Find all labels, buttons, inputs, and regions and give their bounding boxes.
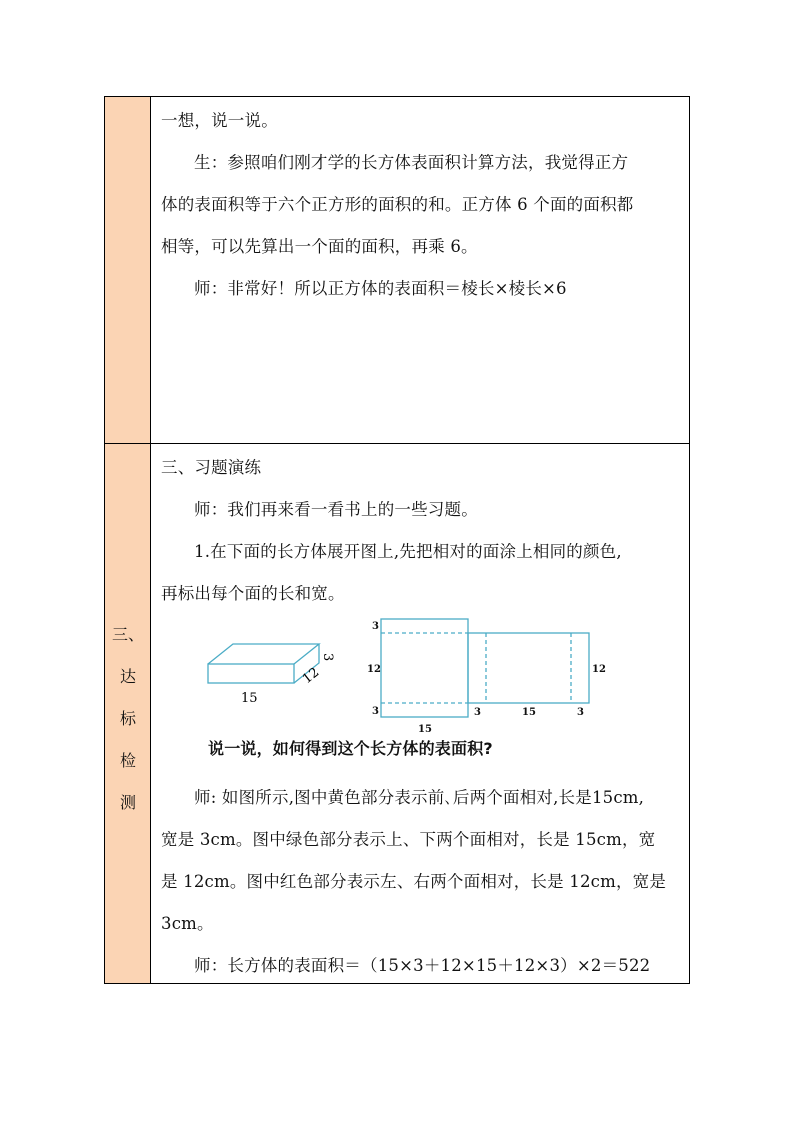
paragraph-line: 再标出每个面的长和宽。 (161, 584, 345, 603)
cuboid-height-label: 3 (320, 653, 335, 662)
net-label: 15 (522, 707, 536, 718)
side-cell-empty (105, 97, 151, 443)
lesson-table (104, 96, 690, 984)
net-label: 3 (372, 621, 379, 632)
paragraph-line: 生：参照咱们刚才学的长方体表面积计算方法，我觉得正方 (194, 153, 629, 172)
cuboid-net-figure (359, 616, 609, 740)
paragraph-line: 师：非常好！所以正方体的表面积＝棱长×棱长×6 (194, 279, 567, 298)
paragraph-line: 师：我们再来看一看书上的一些习题。 (194, 500, 478, 519)
cuboid-figure (203, 632, 353, 712)
paragraph-line: 一想，说一说。 (161, 111, 278, 130)
cuboid-width-label: 12 (299, 664, 323, 687)
net-label: 3 (474, 707, 481, 718)
net-label: 3 (577, 707, 584, 718)
section-label: 检 (119, 751, 136, 770)
paragraph-line: 师：长方体的表面积＝（15×3＋12×15＋12×3）×2＝522 (194, 956, 651, 975)
paragraph-line: 相等，可以先算出一个面的面积，再乘 6。 (161, 237, 478, 256)
side-cell-section (105, 444, 151, 983)
net-label: 3 (372, 706, 379, 717)
paragraph-line: 师: 如图所示,图中黄色部分表示前､后两个面相对,长是15cm, (194, 788, 645, 807)
section-label: 测 (119, 793, 136, 812)
paragraph-line: 是 12cm。图中红色部分表示左、右两个面相对，长是 12cm，宽是 (161, 872, 667, 891)
paragraph-line: 宽是 3cm。图中绿色部分表示上、下两个面相对，长是 15cm，宽 (161, 830, 656, 849)
section-label: 达 (119, 667, 136, 686)
table-row-discussion (105, 97, 689, 444)
cuboid-length-label: 15 (241, 691, 258, 706)
section-label: 三、 (111, 625, 144, 644)
section-label: 标 (119, 709, 136, 728)
content-cell (151, 97, 689, 443)
paragraph-line: 1.在下面的长方体展开图上,先把相对的面涂上相同的颜色, (194, 542, 622, 561)
net-label: 15 (418, 724, 432, 735)
net-label: 12 (367, 664, 381, 675)
net-label: 12 (592, 664, 606, 675)
paragraph-line: 体的表面积等于六个正方形的面积的和。正方体 6 个面的面积都 (161, 195, 634, 214)
paragraph-line: 3cm。 (161, 914, 214, 933)
table-row-exercises (105, 444, 689, 983)
section-heading: 三、习题演练 (161, 458, 262, 477)
content-cell (151, 444, 689, 983)
question-text: 说一说，如何得到这个长方体的表面积? (208, 739, 493, 758)
